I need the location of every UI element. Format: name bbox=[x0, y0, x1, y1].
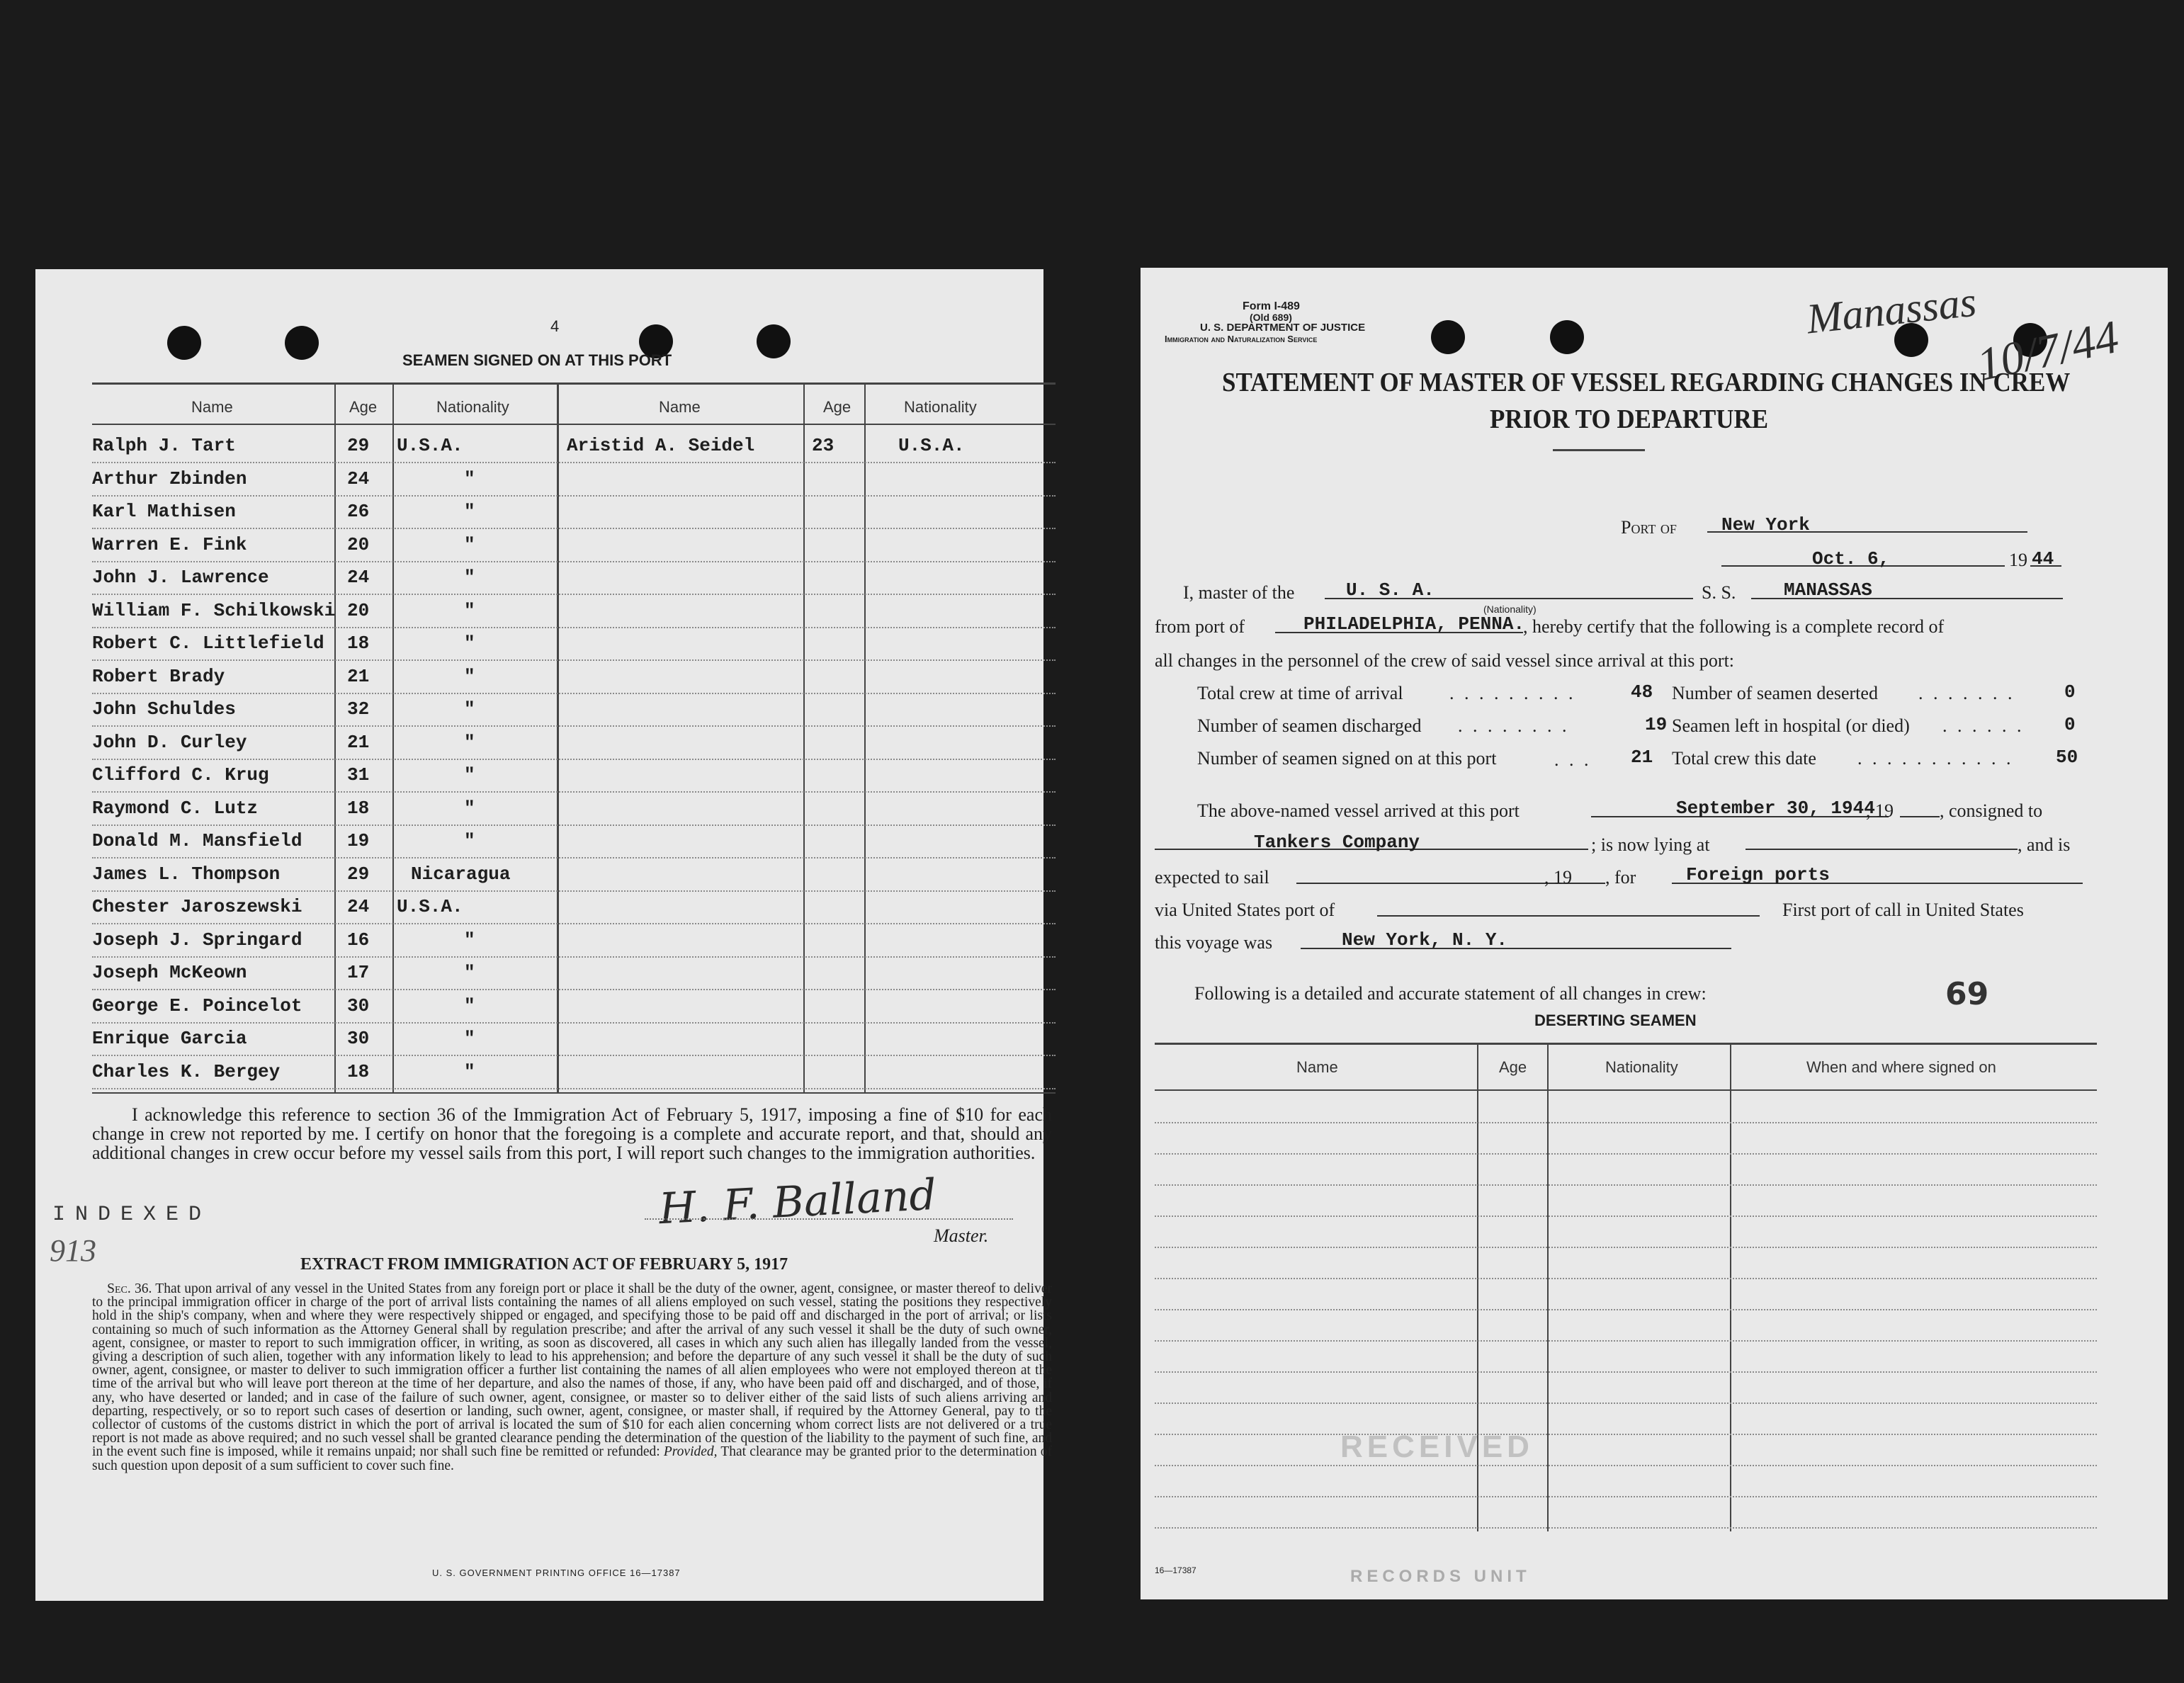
voyage-text: this voyage was bbox=[1155, 932, 1273, 953]
expected-text: expected to sail bbox=[1155, 867, 1269, 888]
punch-hole bbox=[167, 326, 201, 360]
via-underline bbox=[1377, 915, 1760, 917]
seaman-nationality: " bbox=[464, 994, 475, 1016]
leader-dots: . . . . . . . bbox=[1918, 683, 2015, 703]
extract-title: EXTRACT FROM IMMIGRATION ACT OF FEBRUARY 5, 1917 bbox=[300, 1255, 788, 1274]
seaman-name: John D. Curley bbox=[92, 731, 247, 753]
leader-dots: . . . . . . . . bbox=[1458, 715, 1570, 736]
punch-hole bbox=[285, 326, 319, 360]
discharged-label: Number of seamen discharged bbox=[1197, 715, 1422, 736]
deserted-value: 0 bbox=[2064, 681, 2076, 703]
date-value: Oct. 6, bbox=[1812, 548, 1890, 570]
hospital-label: Seamen left in hospital (or died) bbox=[1672, 715, 1910, 736]
row-rule bbox=[92, 1055, 1056, 1056]
extract-provided: Provided, bbox=[663, 1444, 718, 1460]
deserting-row-rule bbox=[1155, 1122, 2097, 1123]
consignee-value: Tankers Company bbox=[1254, 832, 1420, 853]
deserting-row-rule bbox=[1155, 1527, 2097, 1529]
for-text: , for bbox=[1605, 867, 1636, 888]
first-call-text: First port of call in United States bbox=[1782, 900, 2024, 920]
seaman-age: 24 bbox=[347, 567, 370, 588]
col-header-nationality: Nationality bbox=[436, 398, 509, 416]
seaman-age: 18 bbox=[347, 797, 370, 819]
leader-dots: . . . . . . . . . bbox=[1449, 683, 1576, 703]
seaman-age: 19 bbox=[347, 830, 370, 851]
seaman-name: Arthur Zbinden bbox=[92, 468, 247, 489]
master-of-label: I, master of the bbox=[1183, 582, 1295, 603]
seaman-name: Joseph J. Springard bbox=[92, 929, 302, 951]
seaman-age: 24 bbox=[347, 896, 370, 917]
seaman-age: 18 bbox=[347, 1060, 370, 1082]
year-value: 44 bbox=[2032, 548, 2054, 570]
seaman-age: 32 bbox=[347, 698, 370, 720]
row-rule bbox=[92, 528, 1056, 529]
table-top-rule bbox=[92, 382, 1056, 385]
indexed-stamp: INDEXED bbox=[52, 1203, 212, 1227]
column-divider bbox=[334, 382, 336, 1092]
seaman-nationality: " bbox=[464, 665, 475, 687]
certify-text: , hereby certify that the following is a complete record of bbox=[1523, 616, 1945, 637]
deserting-row-rule bbox=[1155, 1216, 2097, 1217]
port-value: New York bbox=[1721, 514, 1810, 536]
deserting-row-rule bbox=[1155, 1402, 2097, 1404]
deserting-col-name: Name bbox=[1296, 1058, 1338, 1076]
department-name: U. S. DEPARTMENT OF JUSTICE bbox=[1200, 322, 1366, 334]
records-unit-stamp: RECORDS UNIT bbox=[1350, 1567, 1531, 1586]
expected-year-underline bbox=[1577, 883, 1605, 884]
from-port-value: PHILADELPHIA, PENNA. bbox=[1303, 613, 1525, 635]
ss-label: S. S. bbox=[1702, 582, 1736, 603]
seaman-age: 30 bbox=[347, 994, 370, 1016]
seaman-nationality: " bbox=[464, 1028, 475, 1049]
row-rule bbox=[92, 857, 1056, 858]
column-divider bbox=[1730, 1043, 1731, 1531]
deserting-col-when-where: When and where signed on bbox=[1806, 1058, 1996, 1076]
row-rule bbox=[92, 561, 1056, 562]
seaman-name: James L. Thompson bbox=[92, 863, 281, 885]
row-rule bbox=[92, 956, 1056, 958]
table-bottom-rule bbox=[92, 1092, 1056, 1094]
seaman-age: 20 bbox=[347, 533, 370, 555]
total-date-label: Total crew this date bbox=[1672, 748, 1816, 769]
seaman-age: 24 bbox=[347, 468, 370, 489]
extract-text-main: That upon arrival of any vessel in the United States from any foreign port or place it shall be the duty of the owner, agent, consignee, or master thereof to deliver to the principal immigration officer in charge of the port of arrival lists containing the names of all aliens employed on such vessel, stating the positions they respectively hold in the ship's company, when and where they were respectively shipped or engaged, and specifying those to be paid off and discharged in the port of arrival; or lists containing so much of such information as the Attorney General shall by regulation prescribe; and after the arrival of any such vessel it shall be the duty of such owner, agent, consignee, or master to report to such immigration officer, in writing, as soon as discovered, all cases in which any such alien has illegally landed from the vessel, giving a description of such alien, together with any information likely to lead to his apprehension; and before the departure of any such vessel it shall be the duty of such owner, agent, consignee, or master to deliver to such immigration officer a further list containing the names of all alien employees who were not employed thereon at the time of the arrival but who will leave port thereon at the time of her departure, and also the names of those, if any, who have been paid off and discharged, and of those, if any, who have deserted or landed; and in case of the failure of such owner, agent, consignee, or master so to deliver either of the said lists of such aliens arriving and departing, respectively, or so to report such cases of desertion or landing, such owner, agent, consignee, or master shall, if required by the Attorney General, pay to the collector of customs of the customs district in which the port of arrival is located the sum of $10 for each alien concerning whom correct lists are not delivered or a true report is not made as above required; and no such vessel shall be granted clearance pending the determination of the question of the liability to the payment of such fine, and in the event such fine is imposed, while it remains unpaid; nor shall such fine be remitted or refunded: bbox=[92, 1281, 1052, 1460]
lying-underline bbox=[1745, 849, 2018, 850]
leader-dots: . . . . . . . . . . . bbox=[1857, 748, 2014, 769]
arrived-date: September 30, 1944 bbox=[1676, 798, 1875, 819]
seaman-nationality: Nicaragua bbox=[411, 863, 511, 885]
extract-section: Sec. 36. bbox=[107, 1281, 152, 1296]
seaman-name: John Schuldes bbox=[92, 698, 236, 720]
seaman-age: 16 bbox=[347, 929, 370, 951]
column-divider bbox=[392, 382, 394, 1092]
form-title-line1: STATEMENT OF MASTER OF VESSEL REGARDING CHANGES IN CREW bbox=[1222, 368, 2071, 397]
leader-dots: . . . bbox=[1554, 749, 1592, 770]
total-arrival-label: Total crew at time of arrival bbox=[1197, 683, 1403, 703]
right-page bbox=[1141, 268, 2168, 1599]
seaman-name: Donald M. Mansfield bbox=[92, 830, 302, 851]
deserting-row-rule bbox=[1155, 1465, 2097, 1466]
seaman-age: 29 bbox=[347, 435, 370, 456]
footer-code: 16—17387 bbox=[1155, 1565, 1196, 1575]
signed-value: 21 bbox=[1631, 747, 1653, 768]
discharged-value: 19 bbox=[1645, 714, 1668, 735]
seaman-nationality: " bbox=[464, 962, 475, 983]
deserting-row-rule bbox=[1155, 1153, 2097, 1155]
seaman-nationality: " bbox=[464, 633, 475, 654]
year-prefix: 19 bbox=[2009, 550, 2027, 570]
seaman-nationality: " bbox=[464, 468, 475, 489]
col-header-age-2: Age bbox=[823, 398, 851, 416]
seaman-name: Raymond C. Lutz bbox=[92, 797, 259, 819]
row-rule bbox=[92, 1022, 1056, 1024]
seaman-nationality: " bbox=[464, 830, 475, 851]
total-date-value: 50 bbox=[2056, 747, 2078, 768]
seaman-name: Ralph J. Tart bbox=[92, 435, 236, 456]
seaman-age: 26 bbox=[347, 501, 370, 522]
seaman-name: Aristid A. Seidel bbox=[567, 435, 755, 456]
col-header-name-2: Name bbox=[659, 398, 701, 416]
seaman-age: 31 bbox=[347, 764, 370, 786]
arrived-text: The above-named vessel arrived at this port bbox=[1197, 800, 1520, 821]
seamen-signed-title: SEAMEN SIGNED ON AT THIS PORT bbox=[402, 351, 672, 369]
signature-line bbox=[645, 1218, 1013, 1220]
row-rule bbox=[92, 824, 1056, 826]
seaman-nationality: " bbox=[464, 599, 475, 621]
row-rule bbox=[92, 495, 1056, 497]
punch-hole bbox=[757, 324, 791, 358]
deserting-row-rule bbox=[1155, 1340, 2097, 1342]
seaman-nationality: " bbox=[464, 1060, 475, 1082]
master-signature: H. F. Balland bbox=[657, 1169, 938, 1235]
seaman-name: Robert C. Littlefield bbox=[92, 633, 324, 654]
deserting-row-rule bbox=[1155, 1278, 2097, 1279]
expected-underline bbox=[1296, 883, 1578, 884]
seaman-age: 21 bbox=[347, 665, 370, 687]
expected-19: , 19 bbox=[1544, 867, 1572, 888]
row-rule bbox=[92, 594, 1056, 595]
received-stamp: RECEIVED bbox=[1340, 1429, 1534, 1464]
punch-hole bbox=[1550, 320, 1584, 354]
old-form-number: (Old 689) bbox=[1250, 312, 1292, 323]
title-rule bbox=[1553, 449, 1645, 451]
deserting-col-age: Age bbox=[1499, 1058, 1527, 1076]
row-rule bbox=[92, 462, 1056, 463]
row-rule bbox=[92, 759, 1056, 760]
row-rule bbox=[92, 989, 1056, 990]
from-port-label: from port of bbox=[1155, 616, 1245, 637]
seaman-age: 20 bbox=[347, 599, 370, 621]
column-divider bbox=[1547, 1043, 1549, 1531]
seaman-name: Clifford C. Krug bbox=[92, 764, 269, 786]
form-number: Form I-489 bbox=[1243, 300, 1300, 312]
seaman-nationality: " bbox=[464, 797, 475, 819]
deserting-header-rule bbox=[1155, 1089, 2097, 1091]
col-header-age: Age bbox=[349, 398, 378, 416]
extract-text-tail: That clearance may be granted prior to the determination of such question upon deposit of a sum sufficient to cover such fine. bbox=[92, 1444, 1052, 1473]
seaman-name: Robert Brady bbox=[92, 665, 225, 687]
nationality-value: U. S. A. bbox=[1346, 579, 1435, 601]
hospital-value: 0 bbox=[2064, 714, 2076, 735]
seaman-nationality: " bbox=[464, 929, 475, 951]
column-divider bbox=[864, 382, 866, 1092]
col-header-nationality-2: Nationality bbox=[904, 398, 977, 416]
handwritten-date: 10/7/44 bbox=[1972, 310, 2123, 392]
total-arrival-value: 48 bbox=[1631, 681, 1653, 703]
seaman-nationality: U.S.A. bbox=[898, 435, 965, 456]
seaman-nationality: U.S.A. bbox=[397, 896, 463, 917]
seaman-age: 30 bbox=[347, 1028, 370, 1049]
seaman-age: 21 bbox=[347, 731, 370, 753]
seaman-age: 23 bbox=[812, 435, 834, 456]
and-is-text: , and is bbox=[2018, 834, 2071, 855]
via-text: via United States port of bbox=[1155, 900, 1335, 920]
column-divider bbox=[557, 382, 559, 1092]
acknowledgment-text: I acknowledge this reference to section 36 of the Immigration Act of February 5, 1917, imposing a fine of $10 for each change in crew not reported by me. I certify on honor that the foregoing is a complete and accurate report, and that, should any additional changes in crew occur before my vessel sails from this port, I will report such changes to the immigration authorities. bbox=[92, 1104, 1052, 1163]
deserting-row-rule bbox=[1155, 1434, 2097, 1435]
extract-body bbox=[92, 1282, 1052, 1473]
arrived-year-underline bbox=[1900, 816, 1940, 817]
row-rule bbox=[92, 627, 1056, 628]
lying-text: ; is now lying at bbox=[1591, 834, 1710, 855]
row-rule bbox=[92, 1088, 1056, 1089]
port-label: Port of bbox=[1621, 517, 1677, 538]
seaman-age: 17 bbox=[347, 962, 370, 983]
voyage-value: New York, N. Y. bbox=[1342, 929, 1508, 951]
deserting-row-rule bbox=[1155, 1309, 2097, 1310]
service-name: Immigration and Naturalization Service bbox=[1165, 334, 1318, 344]
seaman-name: George E. Poincelot bbox=[92, 994, 302, 1016]
seaman-name: Charles K. Bergey bbox=[92, 1060, 281, 1082]
seaman-nationality: " bbox=[464, 698, 475, 720]
row-rule bbox=[92, 693, 1056, 694]
seaman-name: Enrique Garcia bbox=[92, 1028, 247, 1049]
handwritten-ship-note: Manassas bbox=[1804, 278, 1979, 343]
seaman-nationality: " bbox=[464, 533, 475, 555]
leader-dots: . . . . . . bbox=[1942, 715, 2025, 736]
deserting-row-rule bbox=[1155, 1371, 2097, 1373]
row-rule bbox=[92, 923, 1056, 924]
arrived-19: , 19 bbox=[1866, 800, 1894, 821]
seaman-age: 29 bbox=[347, 863, 370, 885]
destination-value: Foreign ports bbox=[1686, 864, 1830, 885]
seaman-age: 18 bbox=[347, 633, 370, 654]
deserting-row-rule bbox=[1155, 1184, 2097, 1186]
seaman-name: John J. Lawrence bbox=[92, 567, 269, 588]
consigned-text: , consigned to bbox=[1940, 800, 2043, 821]
seaman-nationality: " bbox=[464, 567, 475, 588]
table-header-rule bbox=[92, 424, 1056, 425]
row-rule bbox=[92, 725, 1056, 727]
deserting-title: DESERTING SEAMEN bbox=[1534, 1012, 1697, 1029]
deserting-row-rule bbox=[1155, 1247, 2097, 1248]
master-label: Master. bbox=[934, 1225, 989, 1246]
seaman-nationality: " bbox=[464, 764, 475, 786]
gpo-line: U. S. GOVERNMENT PRINTING OFFICE 16—17387 bbox=[432, 1568, 681, 1578]
following-text: Following is a detailed and accurate statement of all changes in crew: bbox=[1194, 983, 1707, 1004]
seaman-name: Joseph McKeown bbox=[92, 962, 247, 983]
seaman-nationality: U.S.A. bbox=[397, 435, 463, 456]
col-header-name: Name bbox=[191, 398, 233, 416]
deserting-col-nationality: Nationality bbox=[1605, 1058, 1678, 1076]
seaman-name: Karl Mathisen bbox=[92, 501, 236, 522]
indexed-number: 913 bbox=[50, 1233, 96, 1268]
seaman-nationality: " bbox=[464, 501, 475, 522]
signed-label: Number of seamen signed on at this port bbox=[1197, 748, 1497, 769]
punch-hole bbox=[1431, 320, 1465, 354]
seaman-nationality: " bbox=[464, 731, 475, 753]
deserted-label: Number of seamen deserted bbox=[1672, 683, 1878, 703]
seaman-name: Chester Jaroszewski bbox=[92, 896, 302, 917]
row-rule bbox=[92, 890, 1056, 892]
column-divider bbox=[803, 382, 805, 1092]
left-page bbox=[35, 269, 1052, 1601]
form-title-line2: PRIOR TO DEPARTURE bbox=[1490, 404, 1769, 434]
nationality-caption: (Nationality) bbox=[1483, 604, 1537, 615]
row-rule bbox=[92, 791, 1056, 793]
row-rule bbox=[92, 659, 1056, 661]
all-changes-text: all changes in the personnel of the crew of said vessel since arrival at this port: bbox=[1155, 650, 1735, 671]
handwritten-number: 69 bbox=[1945, 976, 1989, 1012]
seaman-name: Warren E. Fink bbox=[92, 533, 247, 555]
seaman-name: William F. Schilkowski bbox=[92, 599, 336, 621]
deserting-top-rule bbox=[1155, 1043, 2097, 1045]
deserting-row-rule bbox=[1155, 1496, 2097, 1497]
page-number: 4 bbox=[550, 317, 560, 335]
ship-name: MANASSAS bbox=[1784, 579, 1872, 601]
